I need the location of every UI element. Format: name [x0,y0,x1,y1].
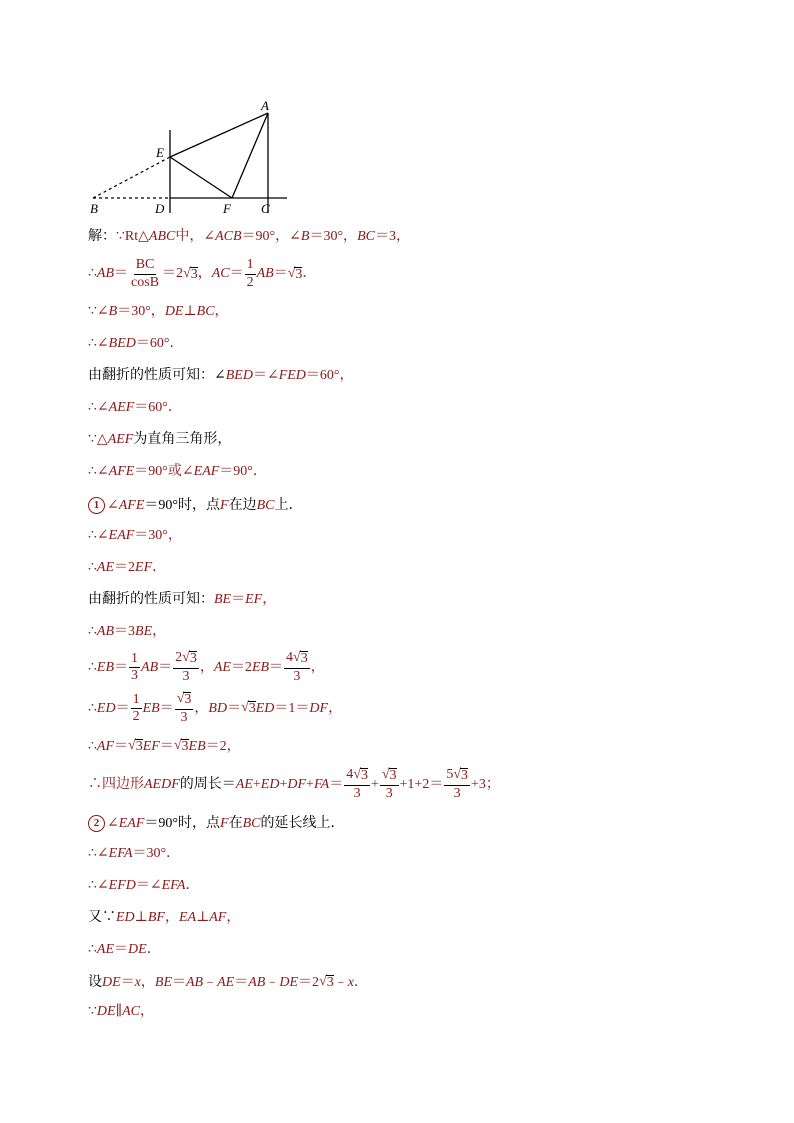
text: 中，∠ [175,229,216,244]
text: ， [226,910,241,925]
text: ∴∠ [88,336,109,351]
var: BC [196,304,215,319]
sqrt: √ 3 [182,650,197,666]
text: ＝ [172,974,186,990]
solution-line [88,625,166,639]
sqrt: √ 3 [241,700,256,717]
radicand: 3 [135,739,143,754]
line-ef [170,157,232,198]
label-b: B [90,201,98,216]
solution-line [88,401,182,415]
text: ＝90°时，点 [144,497,220,513]
text: ＝90°或∠ [134,464,194,479]
text: +3； [471,776,500,792]
var: EA [178,910,197,925]
text: ∴ [88,560,97,575]
text: ＝2， [205,738,241,754]
solution-line [88,230,410,244]
var: EAF [118,815,145,831]
text: ＝2 [230,659,252,675]
fraction [380,768,399,801]
text: ＝30°， [134,528,182,543]
text: ＝90°． [219,464,267,479]
radicand: 3 [190,266,198,282]
var: EF [142,738,160,754]
numerator [175,692,194,710]
var: EFA [161,878,186,893]
text: 的周长＝ [179,776,236,792]
text: ⊥ [183,304,197,319]
text: ＝ [115,700,130,716]
var: EB [188,738,206,754]
numerator: 1 [131,693,142,710]
text: ＝ [120,974,135,990]
var: DE [279,974,298,990]
text: ＝60°． [134,400,182,415]
text: ＝30°， [309,229,358,244]
fraction [129,652,140,684]
var: BE [214,592,232,607]
text: ∴∠ [88,464,109,479]
text: ， [199,659,214,675]
var: FA [313,776,330,792]
var: EB [251,659,270,675]
var: BE [154,974,172,990]
text: ＝ [231,592,246,607]
var: AB [248,974,266,990]
label-c: C [261,201,270,216]
solution-line [88,815,344,832]
text: ＝90°时，点 [144,815,220,831]
text: ＝90°，∠ [241,229,301,244]
radicand: 3 [300,651,308,666]
denominator: 3 [180,709,188,725]
solution-line [88,879,199,893]
denominator: 2 [132,709,140,725]
var: AB [256,266,274,282]
text: ＝ [114,659,129,675]
var: AEF [107,432,134,447]
var: AF [96,738,115,754]
var: BED [108,336,136,351]
radicand: 3 [248,701,256,717]
fraction [175,692,194,725]
solution-line [88,943,161,957]
var: EFD [108,878,136,893]
var: DE [96,1004,116,1019]
text: ＝ [234,974,249,990]
var: AB [186,974,204,990]
text: ＝ [229,266,244,282]
text: ＝∠ [135,878,162,893]
solution-line [88,692,342,725]
text: ∴四边形 [88,776,144,792]
var: x [134,974,141,990]
var: F [220,815,229,831]
text: ＝ [159,700,174,716]
var: AB [96,266,115,282]
text: ﹣ [203,974,218,990]
text: ∴ [88,700,97,716]
solution-line [88,433,231,447]
fraction [284,651,310,684]
line-be-dashed [93,157,170,198]
text: ∴ [88,266,97,282]
text: + [252,776,261,792]
denominator: 3 [453,785,461,801]
sqrt: √ 3 [319,974,334,990]
text: ． [185,878,200,893]
solution-line [88,975,368,990]
denominator: 3 [131,668,139,684]
var: AEDF [144,776,180,792]
solution-line [88,768,500,801]
solution-line [88,369,354,383]
var: EAF [108,528,135,543]
numerator [284,651,310,669]
var: BC [256,497,275,513]
var: AE [96,942,115,957]
var: BC [242,815,261,831]
denominator: 3 [385,785,393,801]
text: 在 [228,815,243,831]
text: ， [164,910,179,925]
denominator: 2 [246,274,254,290]
sqrt: √ 3 [176,691,192,707]
text: ∴ [88,659,97,675]
fraction [131,693,142,725]
sqrt: √ 3 [173,738,189,754]
text: ⊥ [134,910,148,925]
radicand: 3 [326,975,334,990]
text: ． [302,266,317,282]
case-one-marker: 1 [88,497,105,514]
solution-line [88,497,302,514]
radicand: 3 [389,768,397,783]
line-ea [170,113,268,157]
text: ， [328,700,343,716]
solution-line [88,305,229,319]
text: ∠ [107,497,119,513]
text: ＝ [114,266,129,282]
solution-line [88,739,241,754]
var: AF [209,910,227,925]
var: B [300,229,310,244]
text: 由翻折的性质可知：∠ [88,368,226,383]
var: EAF [193,464,220,479]
label-a: A [261,98,269,113]
text: ， [262,592,277,607]
solution-line [88,593,276,607]
denominator: 3 [182,668,190,684]
solution-line [88,337,183,351]
var: B [108,304,118,319]
fraction [245,258,256,290]
text: 的延长线上． [260,815,345,831]
text: ∴∠ [88,528,109,543]
var: BC [357,229,375,244]
text: ＝ [114,738,129,754]
text: + [370,776,379,792]
sqrt: √ 3 [453,767,469,783]
text: ． [146,942,161,957]
var: EFA [108,846,133,861]
coefficient: 4 [286,650,294,665]
var: F [220,497,229,513]
var: ED [260,776,280,792]
text: ＝2 [162,266,184,282]
text: ﹣ [333,974,348,990]
fraction [444,768,470,801]
text: ∴ [88,942,97,957]
label-d: D [155,201,165,216]
fraction [129,258,161,290]
var: AE [96,560,115,575]
var: x [347,974,354,990]
text: ∴∠ [88,400,109,415]
text: 又∵ [88,910,116,925]
text: ＝3 [114,624,136,639]
var: DE [102,974,121,990]
text: ＝1＝ [274,700,310,716]
solution-line [88,651,325,684]
text: ∵△ [88,432,108,447]
numerator [380,768,399,786]
var: BED [225,368,253,383]
text: ＝2 [114,560,136,575]
text: ＝ [159,738,174,754]
denominator: cosB [131,274,160,290]
text: ∠ [107,815,119,831]
sqrt: √ 3 [128,738,143,754]
solution-line [88,465,267,479]
solution-line [88,258,316,290]
geometry-figure [85,95,295,220]
numerator: 1 [129,652,140,669]
text: ∴ [88,624,97,639]
var: ACB [215,229,242,244]
var: ED [96,700,116,716]
denominator: 3 [293,668,301,684]
text: ＝ [329,776,344,792]
text: ﹣ [265,974,280,990]
text: ＝ [114,942,129,957]
text: ∴∠ [88,846,109,861]
numerator [444,768,470,786]
label-e: E [156,145,164,160]
radicand: 3 [181,739,189,754]
var: AC [211,266,230,282]
text: ＝60°． [135,336,184,351]
text: ∴ [88,738,97,754]
var: AE [217,974,235,990]
text: 为直角三角形， [133,432,232,447]
text: ， [139,1004,154,1019]
solution-line [88,911,240,925]
var: AB [96,624,115,639]
var: ED [255,700,275,716]
text: ， [197,266,212,282]
text: ∴∠ [88,878,109,893]
numerator [344,768,370,786]
var: EF [245,592,263,607]
var: EF [135,560,153,575]
solution-line [88,847,180,861]
var: AFE [108,464,135,479]
var: DE [164,304,184,319]
sqrt: √ 3 [287,265,303,282]
var: DE [128,942,147,957]
sqrt: √ 3 [183,265,198,282]
var: ED [116,910,135,925]
var: BE [135,624,153,639]
text: ∥ [115,1004,123,1019]
var: ABC [148,229,176,244]
var: DF [309,700,329,716]
var: FED [278,368,306,383]
text: ． [152,560,167,575]
denominator: 3 [353,785,361,801]
label-f: F [223,201,231,216]
text: + [279,776,288,792]
text: 设 [88,974,102,990]
text: ＝∠ [252,368,279,383]
text: ＝ [273,266,288,282]
text: ⊥ [196,910,210,925]
coefficient: 2 [175,650,183,665]
text: +1+2＝ [399,776,444,792]
numerator [173,651,199,669]
text: ， [214,304,229,319]
var: AE [213,659,231,675]
numerator: BC [134,258,157,275]
text: ． [353,974,368,990]
var: AC [122,1004,140,1019]
radicand: 3 [461,768,469,783]
sqrt: √ 3 [353,767,368,783]
text: ＝ [158,659,173,675]
fraction [344,768,370,801]
text: ∵Rt△ [116,229,149,244]
text: ， [310,659,325,675]
coefficient: 4 [346,767,354,782]
var: EB [96,659,115,675]
radicand: 3 [360,768,368,783]
text: ＝3， [374,229,410,244]
var: BD [208,700,228,716]
text: ＝30°， [117,304,165,319]
text: 由翻折的性质可知： [88,592,214,607]
line-fa [232,113,268,198]
solution-line [88,529,182,543]
var: AB [141,659,159,675]
text: ∵∠ [88,304,109,319]
var: AFE [118,497,145,513]
var: BF [147,910,165,925]
text: ， [194,700,209,716]
sqrt: √ 3 [293,650,308,666]
var: DF [287,776,307,792]
text: ＝ [269,659,284,675]
text: ＝30°． [132,846,181,861]
text: ， [152,624,167,639]
text: + [306,776,314,792]
text: 上． [274,497,303,513]
text: ＝60°， [305,368,354,383]
numerator: 1 [245,258,256,275]
case-two-marker: 2 [88,815,105,832]
radicand: 3 [189,651,197,666]
solution-line [88,561,166,575]
text: ＝2 [298,974,319,990]
var: AE [235,776,253,792]
radicand: 3 [184,692,192,707]
coefficient: 5 [446,767,454,782]
var: AEF [108,400,135,415]
text: ＝ [227,700,242,716]
solution-label: 解： [88,229,116,244]
text: 在边 [228,497,257,513]
solution-line [88,1005,154,1019]
var: EB [142,700,160,716]
text: ∵ [88,1004,97,1019]
text: ， [140,974,155,990]
fraction [173,651,199,684]
radicand: 3 [295,266,303,282]
sqrt: √ 3 [381,767,397,783]
